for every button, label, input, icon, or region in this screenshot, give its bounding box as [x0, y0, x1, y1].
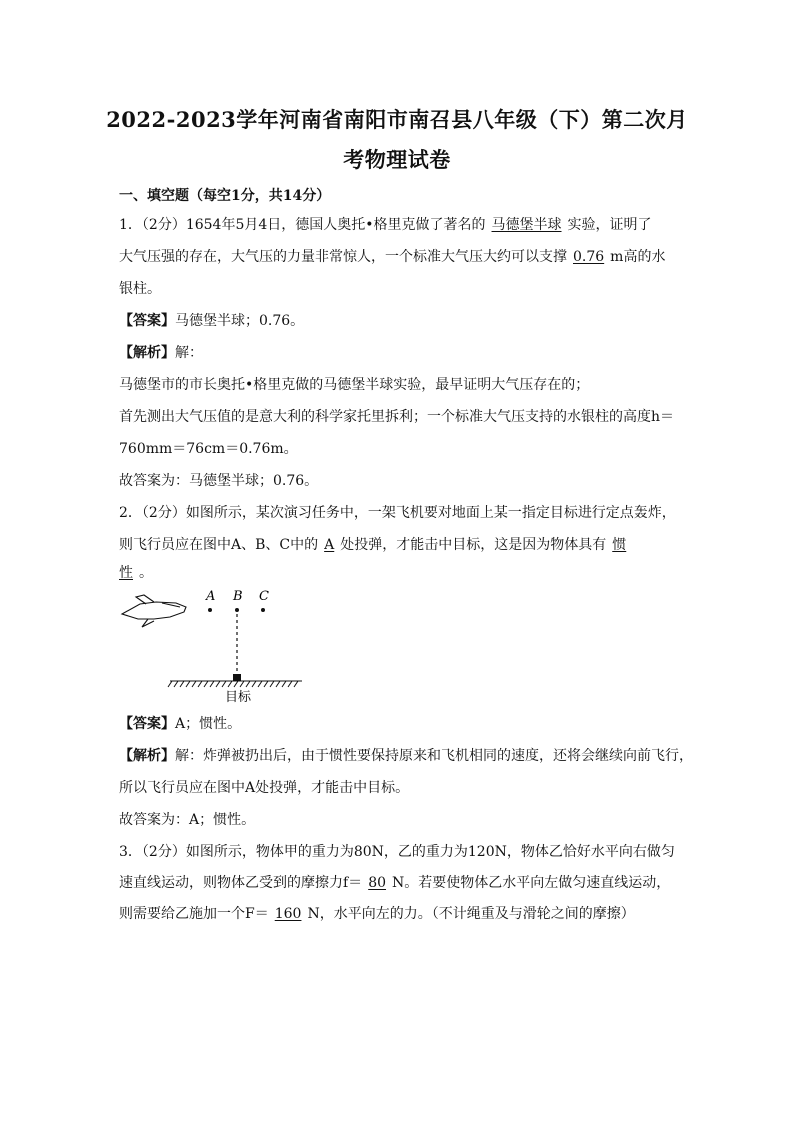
q1-answer: 【答案】马德堡半球；0.76。 [119, 313, 305, 329]
q3-line2: 速直线运动，则物体乙受到的摩擦力f＝ 80 N。若要使物体乙水平向左做匀速直线运动， [119, 875, 671, 891]
q1-blank2: 0.76 [573, 249, 605, 265]
section-heading: 一、填空题（每空1分，共14分） [119, 188, 331, 204]
q1-line2: 大气压强的存在，大气压的力量非常惊人，一个标准大气压大约可以支撑 0.76 m高的水 [119, 249, 666, 265]
point-c [261, 608, 265, 612]
q1-line1: 1．（2分）1654年5月4日，德国人奥托•格里克做了著名的 马德堡半球 实验，证明了 [119, 217, 652, 233]
q1-analysis-2: 首先测出大气压值的是意大利的科学家托里拆利；一个标准大气压支持的水银柱的高度h＝ [119, 409, 675, 425]
label-c: C [259, 589, 269, 604]
q2-blank2a: 惯 [612, 537, 627, 553]
q2-line1: 2．（2分）如图所示，某次演习任务中，一架飞机要对地面上某一指定目标进行定点轰炸， [119, 505, 676, 521]
airplane-icon [122, 595, 186, 627]
point-b [235, 608, 239, 612]
page-title-line1: 2022-2023学年河南省南阳市南召县八年级（下）第二次月 [106, 107, 688, 132]
q1-line3: 银柱。 [119, 281, 161, 297]
q2-blank1: A [324, 537, 335, 553]
q3-line1: 3．（2分）如图所示，物体甲的重力为80N，乙的重力为120N，物体乙恰好水平向右做匀 [119, 844, 675, 860]
q3-blank2: 160 [274, 906, 302, 922]
point-a [208, 608, 212, 612]
q3-blank1: 80 [368, 875, 387, 891]
q2-final: 故答案为：A；惯性。 [119, 812, 256, 828]
airplane-diagram [118, 585, 308, 705]
label-b: B [233, 589, 243, 604]
q2-line3: 性 。 [119, 565, 153, 581]
q2-answer: 【答案】A；惯性。 [119, 716, 242, 732]
label-a: A [206, 589, 216, 604]
target-label: 目标 [225, 690, 252, 705]
q2-line2: 则飞行员应在图中A、B、C中的 A 处投弹，才能击中目标，这是因为物体具有 惯 [119, 535, 689, 555]
q1-analysis-3: 760mm＝76cm＝0.76m。 [119, 441, 298, 457]
q3-line3: 则需要给乙施加一个F＝ 160 N，水平向左的力。（不计绳重及与滑轮之间的摩擦） [119, 906, 635, 922]
q2-analysis-2: 所以飞行员应在图中A处投弹，才能击中目标。 [119, 780, 410, 796]
ground [168, 681, 302, 687]
q2-blank2b: 性 [119, 565, 133, 581]
q1-analysis-head: 【解析】解： [119, 345, 203, 361]
target-marker [233, 674, 241, 681]
q1-blank1: 马德堡半球 [491, 217, 562, 233]
page-title-line2: 考物理试卷 [343, 147, 451, 172]
q1-analysis-1: 马德堡市的市长奥托•格里克做的马德堡半球实验，最早证明大气压存在的； [119, 377, 590, 393]
q1-final: 故答案为：马德堡半球；0.76。 [119, 473, 319, 489]
q2-analysis-1: 【解析】解：炸弹被扔出后，由于惯性要保持原来和飞机相同的速度，还将会继续向前飞行， [119, 748, 693, 764]
